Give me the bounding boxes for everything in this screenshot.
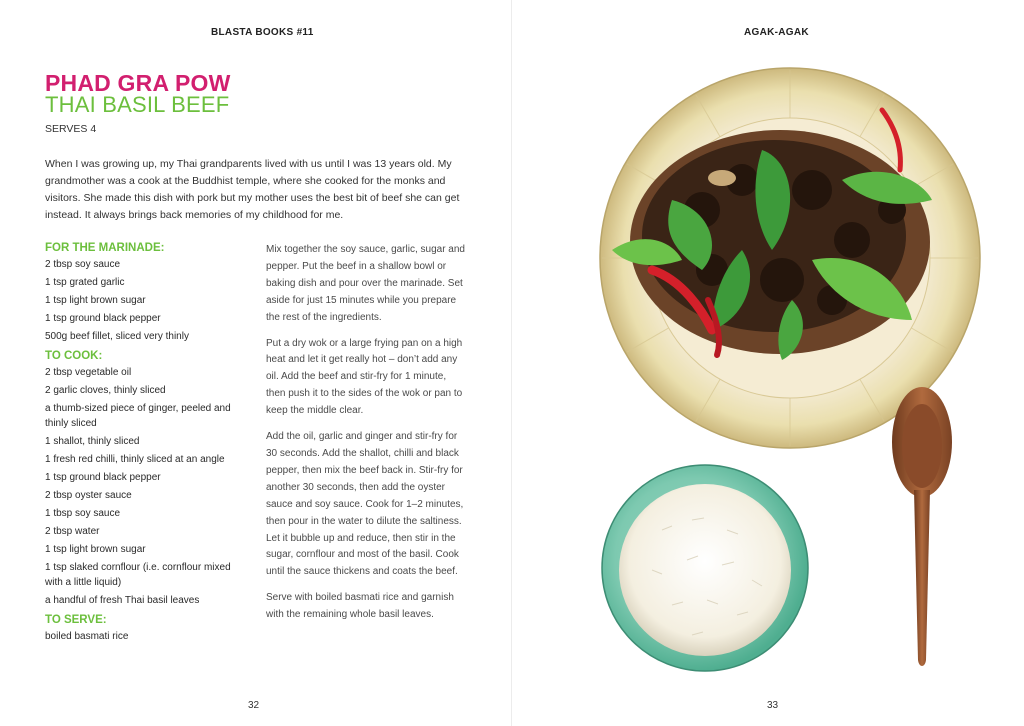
ingredient-item: 2 garlic cloves, thinly sliced bbox=[45, 385, 166, 396]
ingredient-item: 2 tbsp vegetable oil bbox=[45, 367, 132, 378]
running-head-book: BLASTA BOOKS #11 bbox=[211, 27, 314, 38]
ingredient-list-to-serve bbox=[45, 629, 245, 644]
ingredient-item: 500g beef fillet, sliced very thinly bbox=[45, 331, 189, 342]
ingredient-list-to-cook bbox=[45, 365, 245, 608]
page-number-left: 32 bbox=[248, 700, 260, 711]
serves-label: SERVES 4 bbox=[45, 123, 97, 135]
ingredient-item: 1 fresh red chilli, thinly sliced at an angle bbox=[45, 454, 225, 465]
ingredient-item: 1 tsp light brown sugar bbox=[45, 295, 146, 306]
ingredient-item: a handful of fresh Thai basil leaves bbox=[45, 595, 200, 606]
ingredient-item: 1 tsp slaked cornflour (i.e. cornflour mixed with a little liquid) bbox=[45, 562, 231, 588]
method-step: Mix together the soy sauce, garlic, sugar and pepper. Put the beef in a shallow bowl or baking dish and pour over the marinade. Set aside for just 15 minutes while you prepare the rest of the ingredients. bbox=[266, 244, 465, 323]
ingredient-item: 2 tbsp water bbox=[45, 526, 100, 537]
section-heading-to-cook: TO COOK: bbox=[45, 350, 103, 362]
method-step: Add the oil, garlic and ginger and stir-fry for 30 seconds. Add the shallot, chilli and black pepper, then mix the beef back in. Stir-fry for another 30 seconds, then add the oyster sauce and soy sauce. Cook for 1–2 minutes, then pour in the water to dilute the saltiness. Let it bubble up and reduce, then stir in the sugar, cornflour and most of the basil. Cook until the sauce thickens and coats the beef. bbox=[266, 431, 464, 578]
running-head-chapter: AGAK-AGAK bbox=[744, 27, 809, 38]
food-illustration bbox=[512, 0, 1024, 726]
ingredient-item: 1 tsp ground black pepper bbox=[45, 472, 161, 483]
wooden-spoon-illustration bbox=[892, 387, 952, 666]
ingredient-list-marinade bbox=[45, 257, 245, 344]
recipe-subtitle: THAI BASIL BEEF bbox=[45, 92, 230, 117]
ingredient-item: 1 shallot, thinly sliced bbox=[45, 436, 140, 447]
rice-bowl-illustration bbox=[602, 465, 808, 671]
ingredient-item: 1 tsp ground black pepper bbox=[45, 313, 161, 324]
section-heading-to-serve: TO SERVE: bbox=[45, 614, 107, 626]
ingredient-item: boiled basmati rice bbox=[45, 631, 129, 642]
recipe-title: PHAD GRA POW bbox=[45, 70, 231, 96]
ingredient-item: 1 tsp grated garlic bbox=[45, 277, 125, 288]
ingredient-item: 1 tbsp soy sauce bbox=[45, 508, 121, 519]
recipe-intro: When I was growing up, my Thai grandparents lived with us until I was 13 years old. My grandmother was a cook at the Buddhist temple, where she cooked for the monks and visitors. She made this dish with pork but my mother uses the best bit of beef she can get instead. It always brings back memories of my childhood for me. bbox=[45, 158, 460, 221]
method-step: Serve with boiled basmati rice and garnish with the remaining whole basil leaves. bbox=[266, 592, 454, 621]
ingredient-item: a thumb-sized piece of ginger, peeled and thinly sliced bbox=[45, 403, 231, 429]
right-page bbox=[512, 0, 1024, 726]
page-number-right: 33 bbox=[767, 700, 779, 711]
method-step: Put a dry wok or a large frying pan on a high heat and let it get really hot – don’t add any oil. Add the beef and stir-fry for 1 minute, then push it to the sides of the wok or pan to keep the middle clear. bbox=[266, 337, 463, 417]
section-heading-marinade: FOR THE MARINADE: bbox=[45, 242, 165, 254]
ingredients-column bbox=[45, 240, 245, 648]
ingredient-item: 2 tbsp soy sauce bbox=[45, 259, 121, 270]
ingredient-item: 1 tsp light brown sugar bbox=[45, 544, 146, 555]
ingredient-item: 2 tbsp oyster sauce bbox=[45, 490, 132, 501]
method-column bbox=[266, 242, 466, 633]
